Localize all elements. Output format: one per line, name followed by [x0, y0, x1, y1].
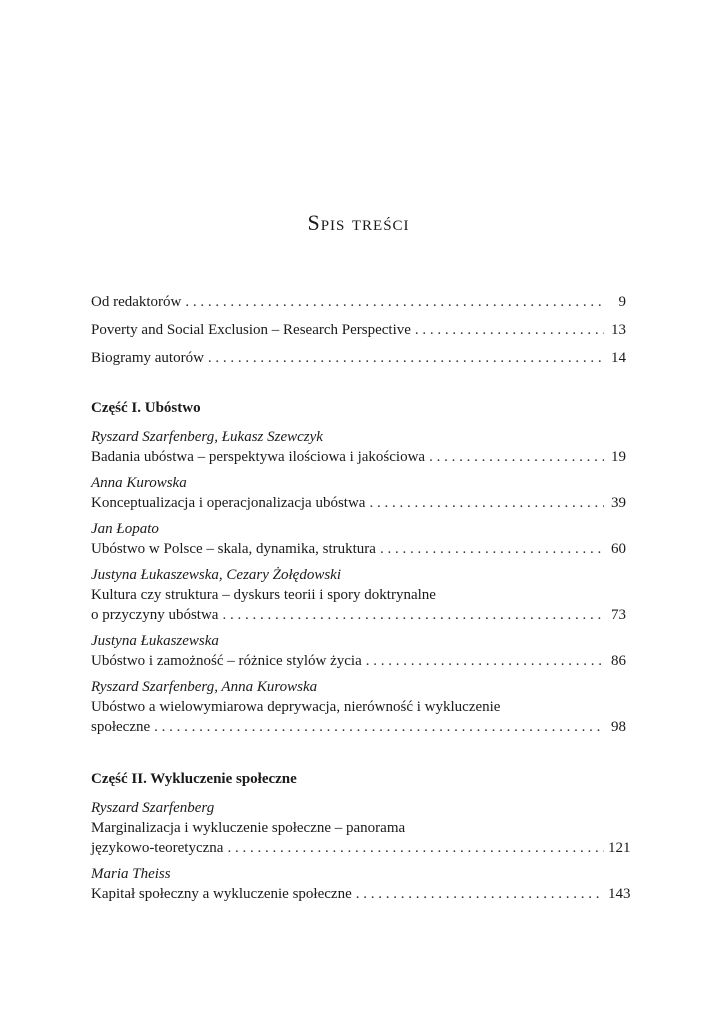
- toc-entry: [91, 320, 626, 340]
- part-title: Część I. Ubóstwo: [91, 400, 201, 416]
- page-number: 73: [611, 607, 626, 623]
- entry-title: Badania ubóstwa – perspektywa ilościowa i jakościowa: [91, 449, 426, 465]
- entry-author: Jan Łopato: [91, 521, 159, 537]
- entry-title-line: Ubóstwo a wielowymiarowa deprywacja, nierówność i wykluczenie: [91, 699, 501, 715]
- toc-row: [91, 348, 626, 368]
- dot-leader: [356, 884, 604, 904]
- toc-row: [91, 493, 626, 513]
- table-of-contents: [91, 292, 631, 910]
- toc-row: [91, 605, 626, 625]
- toc-entry: [91, 348, 626, 368]
- entry-title: językowo-teoretyczna: [91, 840, 224, 856]
- part-title: Część II. Wykluczenie społeczne: [91, 771, 297, 787]
- toc-row: [91, 320, 626, 340]
- toc-entry: [91, 631, 626, 671]
- dot-leader: [185, 292, 604, 312]
- entry-title: Od redaktorów: [91, 294, 182, 310]
- page-number: 98: [611, 719, 626, 735]
- entry-title: Ubóstwo w Polsce – skala, dynamika, struktura: [91, 541, 376, 557]
- entry-title: Konceptualizacja i operacjonalizacja ubóstwa: [91, 495, 366, 511]
- toc-entry: [91, 292, 626, 312]
- dot-leader: [415, 320, 604, 340]
- dot-leader: [222, 605, 604, 625]
- dot-leader: [227, 838, 604, 858]
- entry-author: Maria Theiss: [91, 866, 171, 882]
- toc-entry: [91, 519, 626, 559]
- entry-title: Poverty and Social Exclusion – Research Perspective: [91, 322, 411, 338]
- toc-row: [91, 539, 626, 559]
- dot-leader: [369, 493, 604, 513]
- toc-entry: [91, 473, 626, 513]
- dot-leader: [154, 717, 604, 737]
- page-number: 14: [611, 350, 626, 366]
- toc-entry: [91, 427, 626, 467]
- toc-row: [91, 292, 626, 312]
- page-number: 13: [611, 322, 626, 338]
- entry-author: Anna Kurowska: [91, 475, 187, 491]
- toc-row: [91, 884, 631, 904]
- dot-leader: [380, 539, 604, 559]
- entry-author: Ryszard Szarfenberg, Anna Kurowska: [91, 679, 318, 695]
- dot-leader: [366, 651, 604, 671]
- entry-title: Kapitał społeczny a wykluczenie społeczne: [91, 886, 352, 902]
- dot-leader: [429, 447, 604, 467]
- entry-title: społeczne: [91, 719, 151, 735]
- toc-entry: [91, 798, 631, 858]
- page-number: 86: [611, 653, 626, 669]
- page-number: 121: [608, 840, 631, 856]
- toc-row: [91, 838, 631, 858]
- entry-title: o przyczyny ubóstwa: [91, 607, 219, 623]
- front-matter: [91, 292, 626, 368]
- page-number: 19: [611, 449, 626, 465]
- toc-entry: [91, 565, 626, 625]
- entry-title-line: Kultura czy struktura – dyskurs teorii i spory doktrynalne: [91, 587, 436, 603]
- part-two: [91, 769, 631, 904]
- page-number: 39: [611, 495, 626, 511]
- toc-row: [91, 447, 626, 467]
- entry-title: Biogramy autorów: [91, 350, 204, 366]
- page-number: 143: [608, 886, 631, 902]
- entry-author: Ryszard Szarfenberg: [91, 800, 215, 816]
- toc-entry: [91, 677, 626, 737]
- entry-author: Ryszard Szarfenberg, Łukasz Szewczyk: [91, 429, 323, 445]
- toc-row: [91, 717, 626, 737]
- toc-entry: [91, 864, 631, 904]
- page-number: 9: [618, 294, 626, 310]
- page-number: 60: [611, 541, 626, 557]
- entry-title-line: Marginalizacja i wykluczenie społeczne – panorama: [91, 820, 406, 836]
- toc-row: [91, 651, 626, 671]
- entry-author: Justyna Łukaszewska: [91, 633, 219, 649]
- entry-title: Ubóstwo i zamożność – różnice stylów życia: [91, 653, 362, 669]
- part-one: [91, 398, 626, 737]
- entry-author: Justyna Łukaszewska, Cezary Żołędowski: [91, 567, 341, 583]
- page-title: Spis treści: [307, 210, 410, 235]
- dot-leader: [208, 348, 604, 368]
